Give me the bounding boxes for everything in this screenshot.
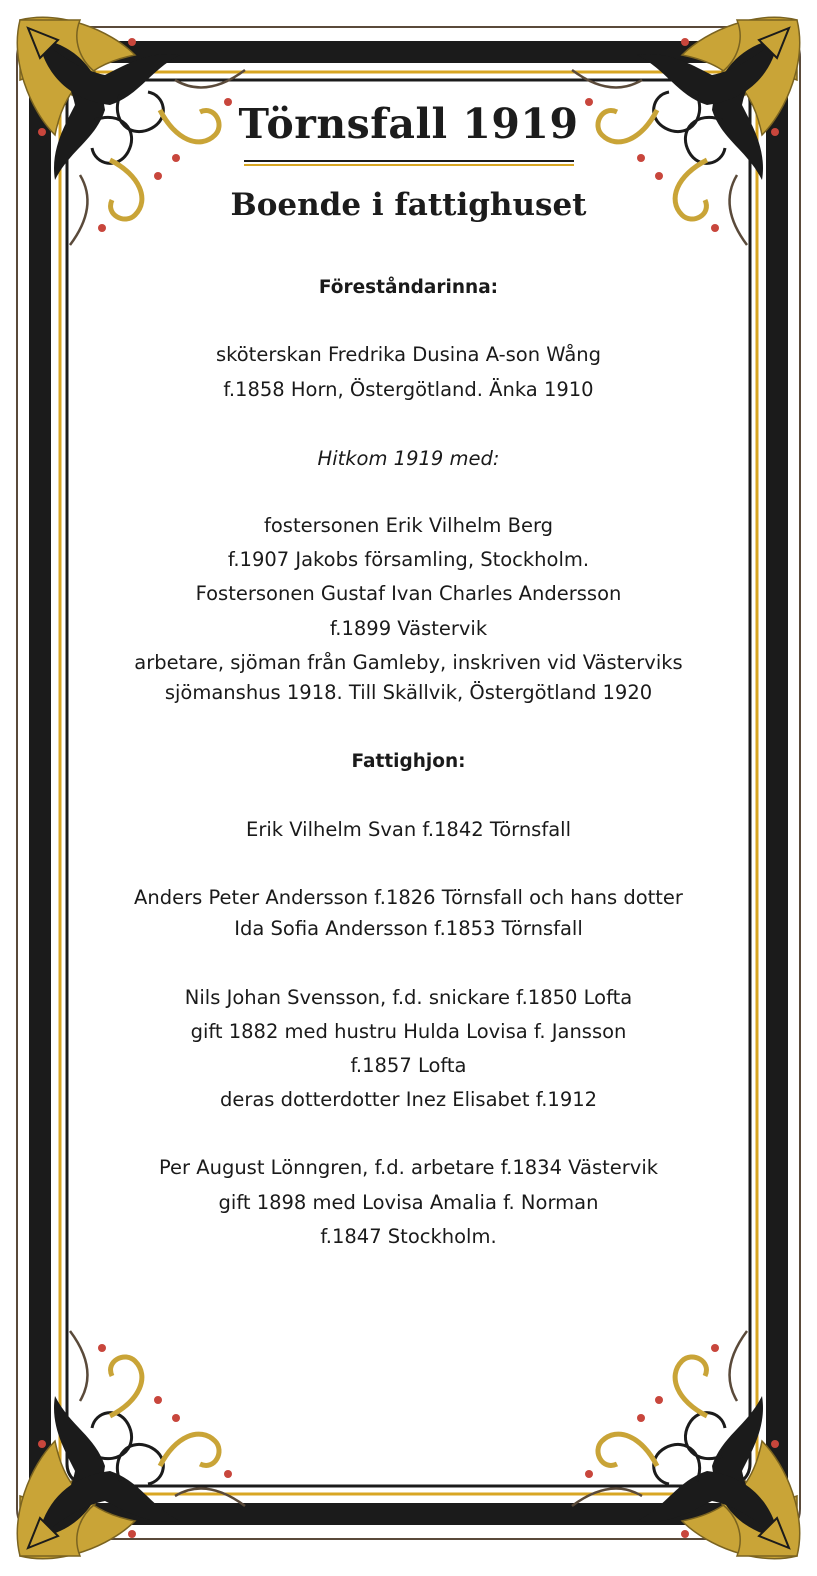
page-title: Törnsfall 1919 (238, 100, 579, 148)
text-line: f.1847 Stockholm. (320, 1225, 497, 1248)
title-underline-dark (244, 160, 574, 162)
text-line: Fostersonen Gustaf Ivan Charles Andersson (195, 582, 622, 605)
text-line: fostersonen Erik Vilhelm Berg (263, 514, 553, 537)
text-line: Erik Vilhelm Svan f.1842 Törnsfall (246, 818, 571, 841)
text-line: Ida Sofia Andersson f.1853 Törnsfall (234, 917, 583, 940)
heading-hitkom: Hitkom 1919 med: (317, 447, 500, 470)
text-line: f.1907 Jakobs församling, Stockholm. (227, 548, 590, 571)
text-line: sjömanshus 1918. Till Skällvik, Östergötland 1920 (164, 681, 653, 704)
text-line: gift 1882 med hustru Hulda Lovisa f. Jansson (190, 1020, 627, 1043)
text-line: sköterskan Fredrika Dusina A-son Wång (215, 343, 602, 366)
heading-fattighjon: Fattighjon: (351, 751, 466, 772)
title-underline-gold (244, 164, 574, 166)
text-line: gift 1898 med Lovisa Amalia f. Norman (218, 1191, 599, 1214)
heading-forestandarinna: Föreståndarinna: (318, 277, 499, 298)
text-line: Per August Lönngren, f.d. arbetare f.1834 Västervik (158, 1156, 659, 1179)
text-line: arbetare, sjöman från Gamleby, inskriven vid Västerviks (134, 651, 683, 674)
text-line: f.1857 Lofta (350, 1054, 467, 1077)
text-line: f.1858 Horn, Östergötland. Änka 1910 (223, 378, 594, 401)
text-line: Nils Johan Svensson, f.d. snickare f.1850 Lofta (184, 986, 633, 1009)
page-subtitle: Boende i fattighuset (230, 187, 587, 223)
text-line: Anders Peter Andersson f.1826 Törnsfall och hans dotter (134, 886, 683, 909)
text-line: deras dotterdotter Inez Elisabet f.1912 (219, 1088, 598, 1111)
text-line: f.1899 Västervik (329, 617, 488, 640)
